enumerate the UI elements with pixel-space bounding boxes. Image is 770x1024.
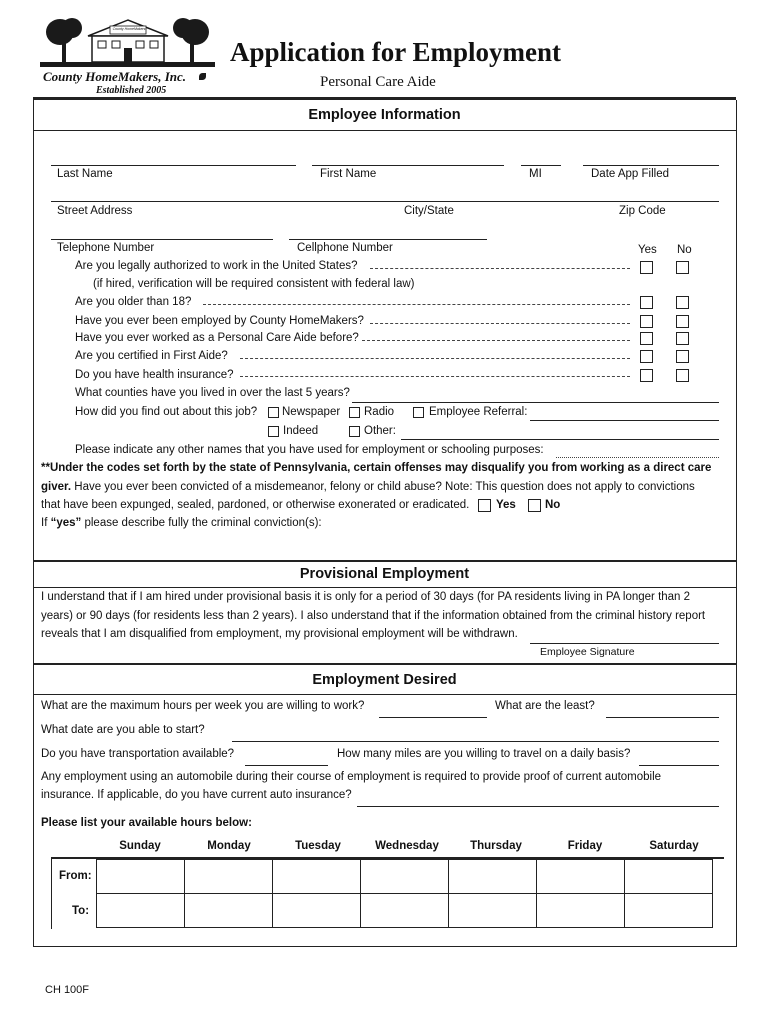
table-row bbox=[97, 860, 713, 894]
provisional-line1: I understand that if I am hired under provisional basis it is only for a period of 30 days (for PA residents living in PA longer than 2 bbox=[41, 591, 691, 603]
indeed-checkbox[interactable] bbox=[268, 426, 279, 437]
company-logo bbox=[40, 14, 215, 76]
page-title: Application for Employment bbox=[230, 37, 562, 67]
saturday-to-cell[interactable] bbox=[625, 894, 713, 928]
cellphone-field[interactable] bbox=[289, 239, 487, 240]
telephone-label: Telephone Number bbox=[57, 242, 155, 254]
q-least-label: What are the least? bbox=[495, 700, 595, 712]
to-label: To: bbox=[72, 905, 90, 917]
pa-notice-line1: **Under the codes set forth by the state of Pennsylvania, certain offenses may disqualify you from working as a direct care bbox=[41, 462, 712, 474]
page-subtitle: Personal Care Aide bbox=[320, 74, 436, 90]
telephone-field[interactable] bbox=[51, 239, 273, 240]
section-divider bbox=[33, 587, 736, 588]
auto-insurance-line1: Any employment using an automobile during their course of employment is required to provide proof of current automobile bbox=[41, 771, 662, 783]
thursday-to-cell[interactable] bbox=[449, 894, 537, 928]
radio-checkbox[interactable] bbox=[349, 407, 360, 418]
day-wednesday-label: Wednesday bbox=[375, 840, 439, 852]
first-aid-no-checkbox[interactable] bbox=[676, 350, 689, 363]
from-label: From: bbox=[59, 870, 92, 882]
older18-no-checkbox[interactable] bbox=[676, 296, 689, 309]
leader-dots bbox=[362, 340, 630, 341]
auto-insurance-field[interactable] bbox=[357, 806, 719, 807]
other-label: Other: bbox=[364, 425, 396, 437]
q-start-date-label: What date are you able to start? bbox=[41, 724, 205, 736]
q-health-insurance-label: Do you have health insurance? bbox=[75, 369, 234, 381]
section-rule bbox=[33, 560, 736, 562]
hours-table-left-border bbox=[51, 857, 52, 929]
employed-before-no-checkbox[interactable] bbox=[676, 315, 689, 328]
employee-referral-field[interactable] bbox=[530, 420, 719, 421]
q-find-job-label: How did you find out about this job? bbox=[75, 406, 258, 418]
sunday-from-cell[interactable] bbox=[97, 860, 185, 894]
mi-field[interactable] bbox=[521, 165, 561, 166]
q-older18-label: Are you older than 18? bbox=[75, 296, 192, 308]
day-sunday-label: Sunday bbox=[119, 840, 161, 852]
q-max-hours-label: What are the maximum hours per week you are willing to work? bbox=[41, 700, 365, 712]
first-name-label: First Name bbox=[320, 168, 377, 180]
last-name-field[interactable] bbox=[51, 165, 296, 166]
yes-column-label: Yes bbox=[638, 244, 657, 256]
q-first-aid-label: Are you certified in First Aide? bbox=[75, 350, 228, 362]
day-saturday-label: Saturday bbox=[649, 840, 699, 852]
cellphone-label: Cellphone Number bbox=[297, 242, 393, 254]
section-divider bbox=[33, 694, 736, 695]
other-source-field[interactable] bbox=[401, 439, 719, 440]
established-text: Established 2005 bbox=[96, 85, 167, 96]
form-code: CH 100F bbox=[45, 984, 90, 996]
start-date-field[interactable] bbox=[232, 741, 719, 742]
conviction-no-label: No bbox=[545, 499, 561, 511]
leader-dots bbox=[203, 304, 630, 305]
company-name: County HomeMakers, Inc. bbox=[43, 69, 187, 84]
section-title-employee-info: Employee Information bbox=[308, 107, 461, 123]
newspaper-label: Newspaper bbox=[282, 406, 341, 418]
conviction-yes-label: Yes bbox=[496, 499, 516, 511]
conviction-no-checkbox[interactable] bbox=[528, 499, 541, 512]
leaf-icon bbox=[199, 73, 206, 80]
thursday-from-cell[interactable] bbox=[449, 860, 537, 894]
pa-notice-line2 bbox=[41, 481, 695, 493]
wednesday-to-cell[interactable] bbox=[361, 894, 449, 928]
saturday-from-cell[interactable] bbox=[625, 860, 713, 894]
q-pca-before-label: Have you ever worked as a Personal Care Aide before? bbox=[75, 332, 359, 344]
friday-from-cell[interactable] bbox=[537, 860, 625, 894]
employee-referral-checkbox[interactable] bbox=[413, 407, 424, 418]
day-tuesday-label: Tuesday bbox=[295, 840, 341, 852]
leader-dots bbox=[240, 376, 630, 377]
table-row bbox=[97, 894, 713, 928]
q-counties-label: What counties have you lived in over the last 5 years? bbox=[75, 387, 350, 399]
counties-field[interactable] bbox=[352, 402, 719, 403]
day-monday-label: Monday bbox=[207, 840, 251, 852]
section-divider bbox=[33, 130, 736, 131]
pca-before-no-checkbox[interactable] bbox=[676, 332, 689, 345]
employee-signature-label: Employee Signature bbox=[540, 646, 635, 658]
section-title-provisional: Provisional Employment bbox=[299, 566, 470, 582]
employed-before-yes-checkbox[interactable] bbox=[640, 315, 653, 328]
sunday-to-cell[interactable] bbox=[97, 894, 185, 928]
monday-to-cell[interactable] bbox=[185, 894, 273, 928]
first-aid-yes-checkbox[interactable] bbox=[640, 350, 653, 363]
max-hours-field[interactable] bbox=[379, 717, 487, 718]
tuesday-to-cell[interactable] bbox=[273, 894, 361, 928]
date-app-filled-field[interactable] bbox=[583, 165, 719, 166]
wednesday-from-cell[interactable] bbox=[361, 860, 449, 894]
miles-field[interactable] bbox=[639, 765, 719, 766]
other-checkbox[interactable] bbox=[349, 426, 360, 437]
health-insurance-no-checkbox[interactable] bbox=[676, 369, 689, 382]
leader-dots bbox=[370, 268, 630, 269]
mi-label: MI bbox=[529, 168, 542, 180]
friday-to-cell[interactable] bbox=[537, 894, 625, 928]
tuesday-from-cell[interactable] bbox=[273, 860, 361, 894]
section-title-employment-desired: Employment Desired bbox=[312, 672, 457, 688]
q-authorized-label: Are you legally authorized to work in the United States? bbox=[75, 260, 358, 272]
hours-table bbox=[96, 859, 713, 928]
q-employed-before-label: Have you ever been employed by County HomeMakers? bbox=[75, 315, 364, 327]
house-trees-logo-icon bbox=[40, 14, 215, 74]
provisional-line3: reveals that I am disqualified from employment, my provisional employment will be withdrawn. bbox=[41, 628, 518, 640]
provisional-line2: years) or 90 days (for residents less than 2 years). I also understand that if the information obtained from the criminal history report bbox=[41, 610, 706, 622]
employee-referral-label: Employee Referral: bbox=[429, 406, 528, 418]
address-field[interactable] bbox=[51, 201, 719, 202]
pa-notice-bold-word: giver. bbox=[41, 481, 72, 493]
q-other-names-label: Please indicate any other names that you have used for employment or schooling purposes: bbox=[75, 444, 544, 456]
if-prefix: If bbox=[41, 517, 51, 529]
conviction-yes-checkbox[interactable] bbox=[478, 499, 491, 512]
employee-signature-field[interactable] bbox=[530, 643, 719, 644]
pca-before-yes-checkbox[interactable] bbox=[640, 332, 653, 345]
hours-list-label: Please list your available hours below: bbox=[41, 817, 252, 829]
last-name-label: Last Name bbox=[57, 168, 113, 180]
section-rule bbox=[33, 663, 736, 665]
q-transport-label: Do you have transportation available? bbox=[41, 748, 235, 760]
leader-dots bbox=[240, 358, 630, 359]
first-name-field[interactable] bbox=[312, 165, 504, 166]
date-app-filled-label: Date App Filled bbox=[591, 168, 669, 180]
day-friday-label: Friday bbox=[567, 840, 603, 852]
older18-yes-checkbox[interactable] bbox=[640, 296, 653, 309]
logo-sign-text: County HomeMakers bbox=[112, 27, 146, 31]
no-column-label: No bbox=[677, 244, 692, 256]
q-miles-label: How many miles are you willing to travel on a daily basis? bbox=[337, 748, 631, 760]
indeed-label: Indeed bbox=[283, 425, 319, 437]
authorized-no-checkbox[interactable] bbox=[676, 261, 689, 274]
auto-insurance-line2: insurance. If applicable, do you have current auto insurance? bbox=[41, 789, 352, 801]
if-rest: please describe fully the criminal conviction(s): bbox=[81, 517, 322, 529]
monday-from-cell[interactable] bbox=[185, 860, 273, 894]
authorized-note: (if hired, verification will be required consistent with federal law) bbox=[93, 278, 415, 290]
city-state-label: City/State bbox=[404, 205, 454, 217]
radio-label: Radio bbox=[364, 406, 395, 418]
day-thursday-label: Thursday bbox=[470, 840, 522, 852]
newspaper-checkbox[interactable] bbox=[268, 407, 279, 418]
pa-notice-text: Have you ever been convicted of a misdemeanor, felony or child abuse? Note: This question does not apply to convictions bbox=[71, 481, 695, 493]
if-yes-bold: “yes” bbox=[50, 517, 82, 529]
zip-code-label: Zip Code bbox=[619, 205, 666, 217]
least-hours-field[interactable] bbox=[606, 717, 719, 718]
transport-field[interactable] bbox=[245, 765, 328, 766]
leader-dots bbox=[370, 323, 630, 324]
conviction-describe-label bbox=[41, 517, 322, 529]
pa-notice-line3: that have been expunged, sealed, pardoned, or otherwise exonerated or eradicated. bbox=[41, 499, 470, 511]
other-names-field[interactable] bbox=[556, 457, 719, 458]
health-insurance-yes-checkbox[interactable] bbox=[640, 369, 653, 382]
street-address-label: Street Address bbox=[57, 205, 133, 217]
authorized-yes-checkbox[interactable] bbox=[640, 261, 653, 274]
